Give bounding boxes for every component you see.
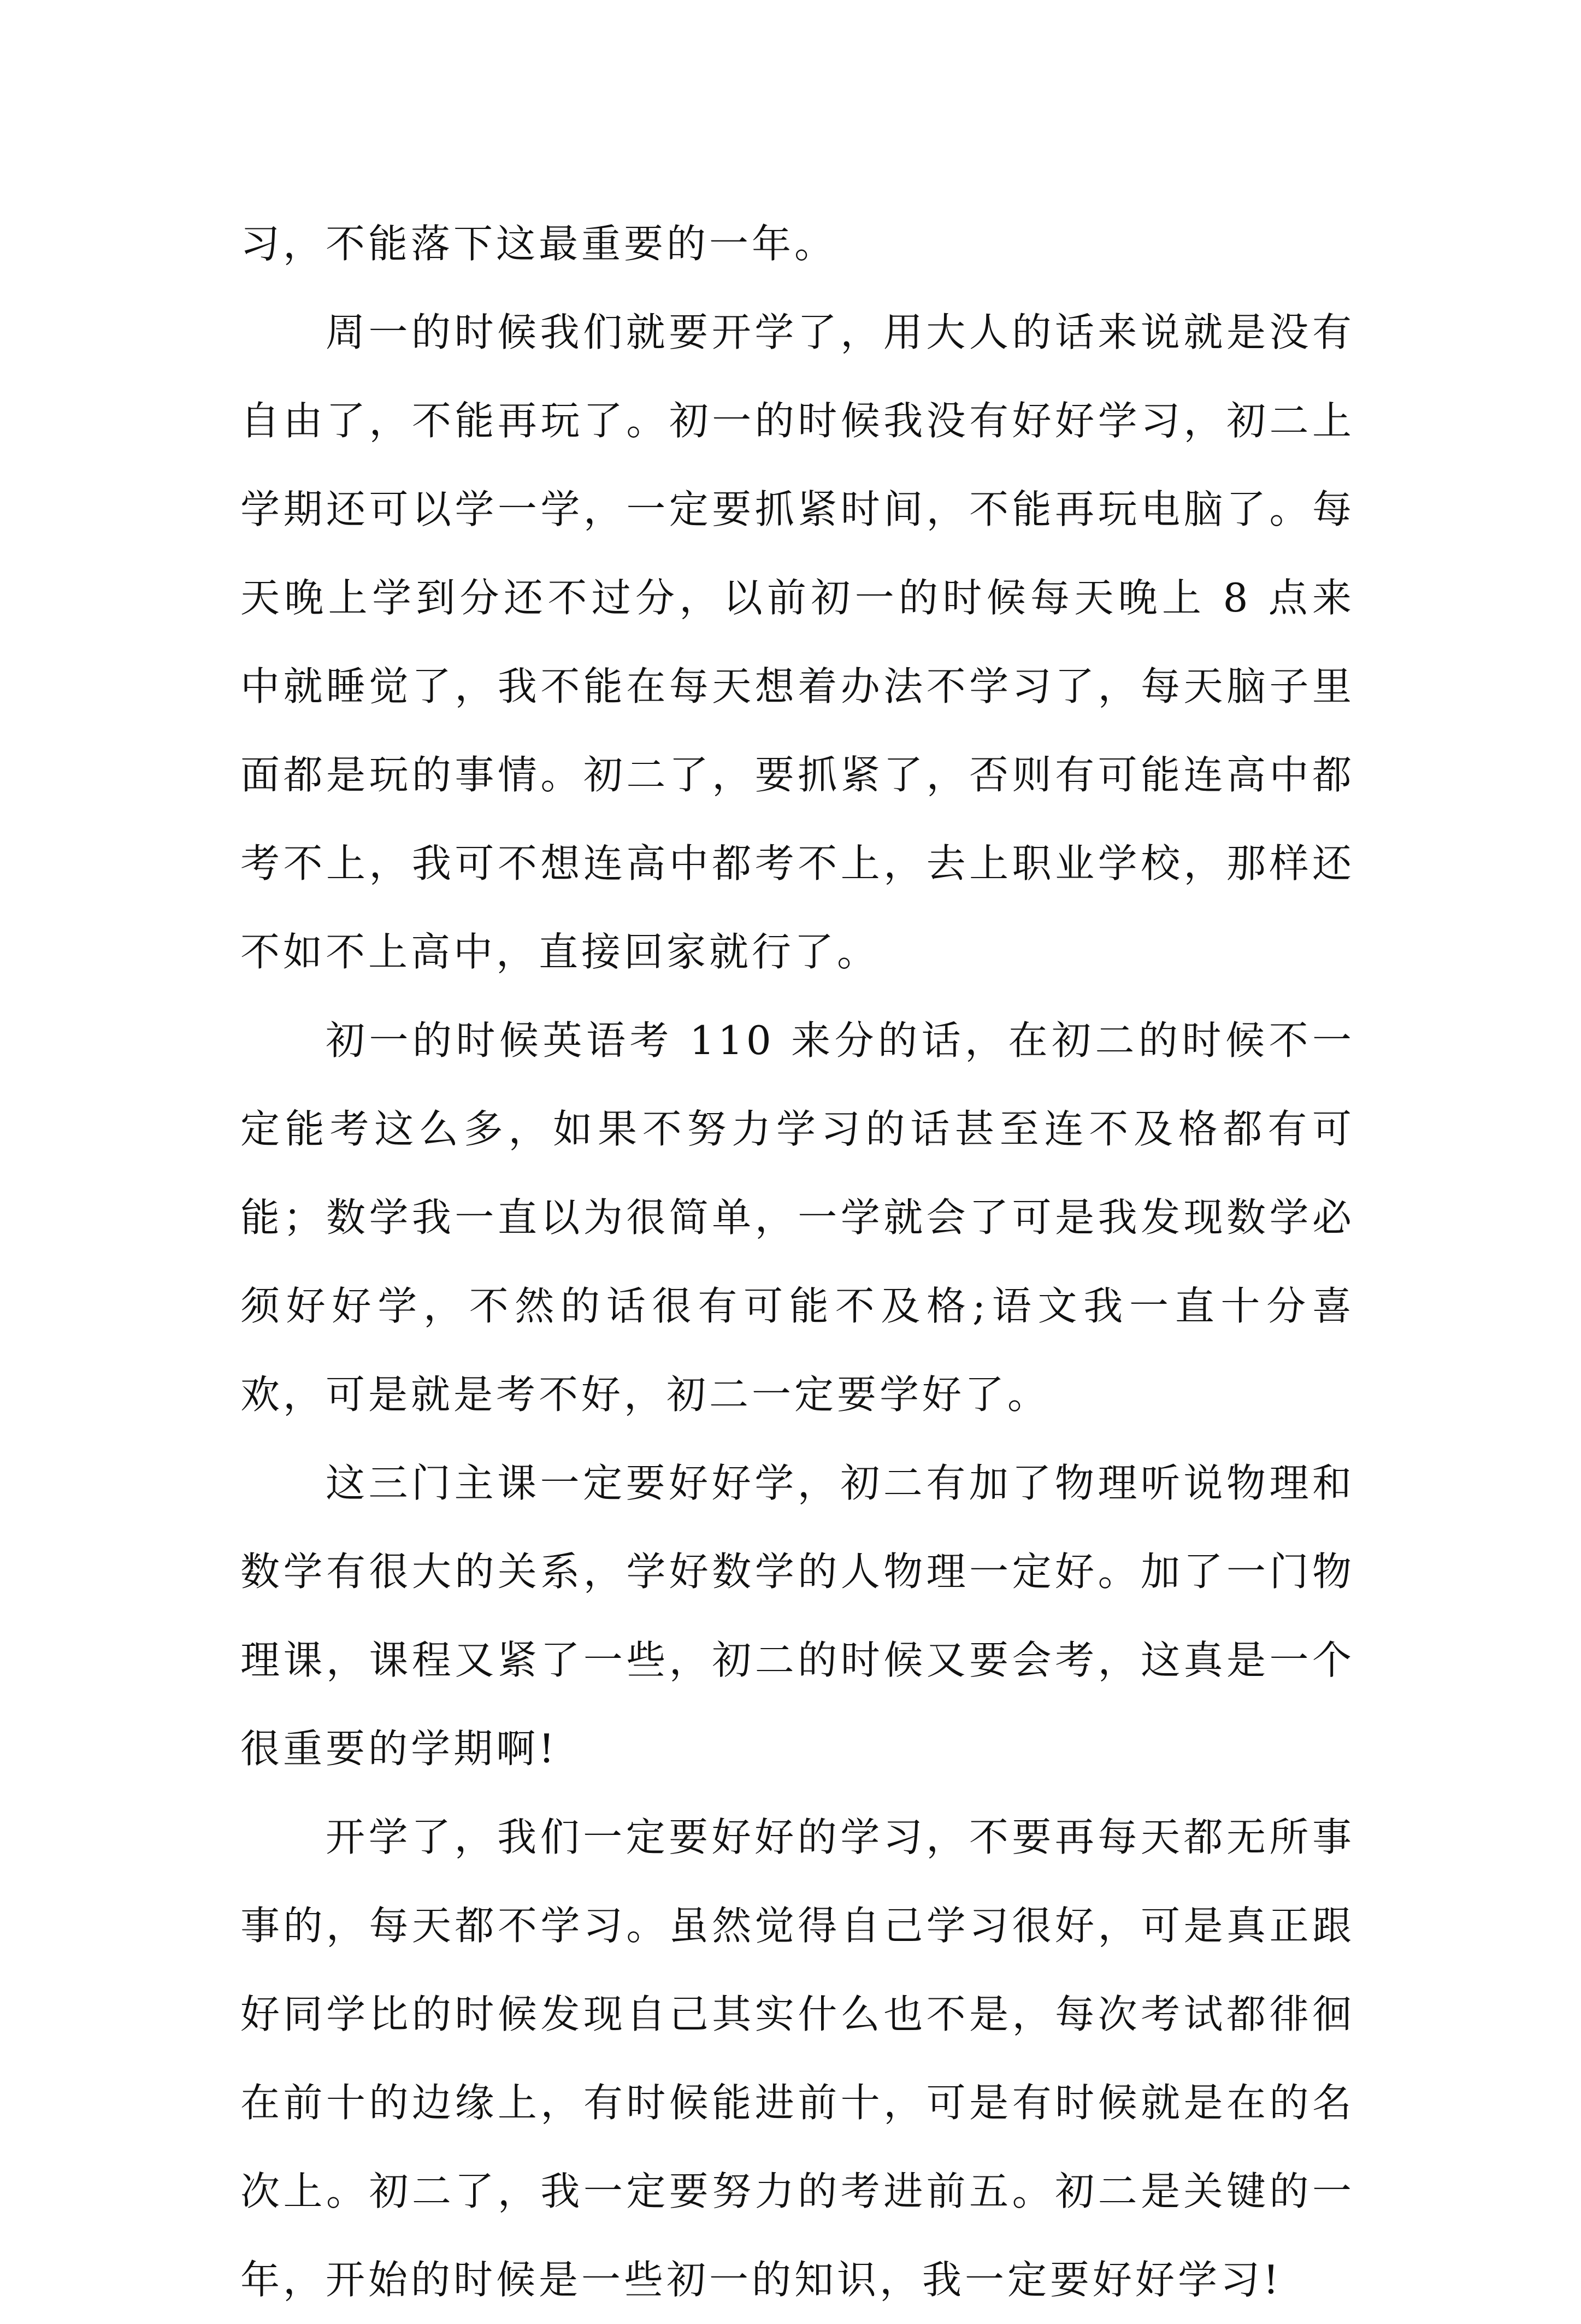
paragraph-5: 开学了，我们一定要好好的学习，不要再每天都无所事事的，每天都不学习。虽然觉得自己学习很好，可是真正跟好同学比的时候发现自己其实什么也不是，每次考试都徘徊在前十的边缘上，有时候能进前十，可是有时候就是在的名次上。初二了，我一定要努力的考进前五。初二是关键的一年，开始的时候是一些初一的知识，我一定要好好学习!: [240, 1814, 1355, 2303]
document-body: [240, 199, 1355, 2324]
paragraph-1: 习，不能落下这最重要的一年。: [240, 221, 837, 267]
paragraph-2: 周一的时候我们就要开学了，用大人的话来说就是没有自由了，不能再玩了。初一的时候我没有好好学习，初二上学期还可以学一学，一定要抓紧时间，不能再玩电脑了。每天晚上学到分还不过分，以前初一的时候每天晚上 8 点来中就睡觉了，我不能在每天想着办法不学习了，每天脑子里面都是玩的事情。初二了，要抓紧了，否则有可能连高中都考不上，我可不想连高中都考不上，去上职业学校，那样还不如不上高中，直接回家就行了。: [240, 309, 1355, 975]
paragraph-3: 初一的时候英语考 110 来分的话，在初二的时候不一定能考这么多，如果不努力学习的话甚至连不及格都有可能；数学我一直以为很简单，一学就会了可是我发现数学必须好好学，不然的话很有可能不及格;语文我一直十分喜欢，可是就是考不好，初二一定要学好了。: [240, 1017, 1355, 1417]
paragraph-4: 这三门主课一定要好好学，初二有加了物理听说物理和数学有很大的关系，学好数学的人物理一定好。加了一门物理课，课程又紧了一些，初二的时候又要会考，这真是一个很重要的学期啊!: [240, 1460, 1355, 1772]
